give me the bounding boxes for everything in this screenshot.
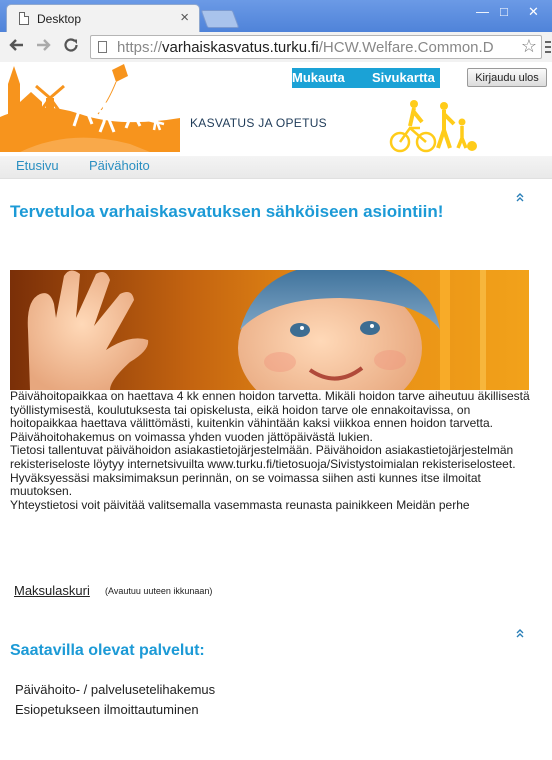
address-bar[interactable] [90,35,542,59]
browser-toolbar [0,32,552,63]
services-heading: Saatavilla olevat palvelut: [10,642,205,659]
browser-tab-desktop[interactable] [6,4,200,32]
nav-item-home[interactable]: Etusivu [16,158,59,173]
double-chevron-up-icon[interactable] [516,628,524,638]
reload-icon[interactable] [62,36,80,58]
star-icon[interactable]: ☆ [520,36,537,56]
site-header [0,62,552,158]
hamburger-icon[interactable] [545,41,551,56]
top-links-bar [292,68,440,88]
family-cycling-illustration [388,98,478,154]
arrow-right-icon[interactable] [34,36,52,58]
main-navigation [0,156,552,179]
arrow-left-icon[interactable] [8,36,26,58]
double-chevron-up-icon[interactable] [516,192,524,202]
fee-calculator-note: (Avautuu uuteen ikkunaan) [105,586,213,596]
welcome-heading: Tervetuloa varhaiskasvatuksen sähköiseen asiointiin! [10,202,444,221]
intro-paragraph: Päivähoitopaikkaa on haettava 4 kk ennen hoidon tarvetta. Mikäli hoidon tarve aiheutuu äkillisestä työllistymisestä, koulutuksesta tai opiskelusta, eikä hoidon tarve ole ennakoitavissa, on hoitopaikkaa haettava välittömästi, kuitenkin vähintään kaksi viikkoa ennen hoidon tarvetta. Päivähoitohakemus on voimassa yhden vuoden jättöpäivästä lukien. [10,389,530,444]
tab-title: Desktop [37,12,82,26]
url-scheme: https:// [117,39,163,56]
department-title: KASVATUS JA OPETUS [190,116,327,130]
tab-close-icon[interactable]: × [180,9,189,26]
new-tab-button[interactable] [201,10,240,28]
sitemap-link[interactable]: Sivukartta [372,70,435,85]
page-icon [98,41,107,53]
hero-child-photo [10,270,529,390]
fee-calculator-link[interactable]: Maksulaskuri [14,583,90,598]
intro-paragraph: Tietosi tallentuvat päivähoidon asiakastietojärjestelmään. Päivähoidon asiakastietojärjestelmän rekisteriseloste löytyy internetsivuilta www.turku.fi/tietosuoja/Sivistystoimialan rekisteriselosteet. [10,443,516,471]
service-item-preschool-enrollment[interactable]: Esiopetukseen ilmoittautuminen [15,702,199,717]
url-host: varhaiskasvatus.turku.fi [162,39,319,56]
maximize-icon[interactable]: □ [500,4,508,19]
intro-paragraph: Yhteystietosi voit päivitää valitsemalla vasemmasta reunasta painikkeen Meidän perhe [10,497,470,512]
logout-button[interactable]: Kirjaudu ulos [467,68,547,87]
browser-tabstrip [0,0,552,32]
services-list [15,680,215,720]
service-item-daycare-application[interactable]: Päivähoito- / palvelusetelihakemus [15,682,216,697]
intro-paragraph: Hyväksyessäsi maksimimaksun perinnän, on se voimassa siihen asti kunnes itse ilmoitat muutoksen. [10,470,481,499]
minimize-icon[interactable]: — [476,4,489,19]
url-path: /HCW.Welfare.Common.D [318,39,494,56]
url-text [117,39,494,56]
intro-text [10,390,530,512]
window-close-icon[interactable]: ✕ [528,4,539,19]
turku-skyline-logo [0,62,180,152]
page-icon [19,12,29,25]
customize-link[interactable]: Mukauta [292,70,345,85]
nav-item-daycare[interactable]: Päivähoito [89,158,150,173]
